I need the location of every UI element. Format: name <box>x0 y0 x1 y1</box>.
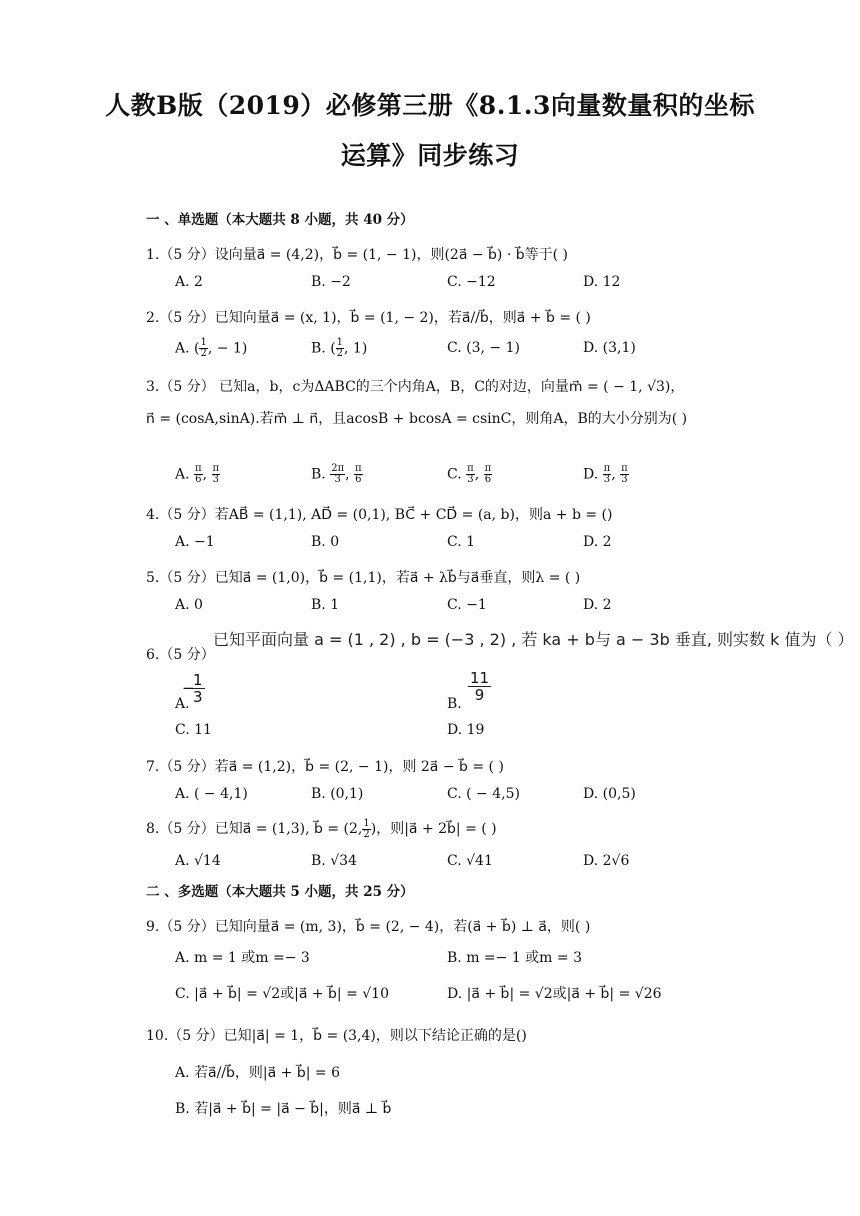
question-6-stem: 6.（5 分） <box>146 647 215 663</box>
question-9-option-c: C. |a⃗ + b⃗| = √2或|a⃗ + b⃗| = √10 <box>175 986 389 1002</box>
question-6-embedded-image-text: 已知平面向量 a = (1 , 2) , b = (−3 , 2) , 若 ka + b与 a − 3b 垂直, 则实数 k 值为（ ） <box>213 630 854 649</box>
question-8-option-d: D. 2√6 <box>583 853 630 869</box>
question-10-option-a: A. 若a⃗//b⃗，则|a⃗ + b⃗| = 6 <box>175 1065 340 1081</box>
question-7-option-b: B. (0,1) <box>311 786 364 802</box>
question-4-option-c: C. 1 <box>447 534 476 550</box>
question-4-option-d: D. 2 <box>583 534 612 550</box>
question-6-option-d: D. 19 <box>447 722 485 738</box>
question-3-stem-line-2: n⃗ = (cosA,sinA).若m⃗ ⊥ n⃗，且acosB + bcosA = csinC，则角A，B的大小分别为( ) <box>146 411 688 427</box>
question-8-stem: 8.（5 分）已知a⃗ = (1,3), b⃗ = (2, $\frac{1}{2}$ )，则|a⃗ + 2b⃗| = ( ) <box>146 817 497 840</box>
question-3-option-c: C. $\frac{\pi}{3}$ , $\frac{\pi}{6}$ <box>447 463 492 485</box>
question-6-option-b-value: $\frac{11}{9}$ <box>470 669 490 704</box>
question-6-option-b: B. <box>447 696 462 712</box>
question-7-stem: 7.（5 分）若a⃗ = (1,2)，b⃗ = (2, − 1)，则 2a⃗ − b⃗ = ( ) <box>146 759 504 775</box>
question-1-option-d: D. 12 <box>583 274 621 290</box>
question-7-option-a: A. ( − 4,1) <box>175 786 248 802</box>
question-4-option-b: B. 0 <box>311 534 340 550</box>
question-4-stem: 4.（5 分）若AB⃗ = (1,1), AD⃗ = (0,1), BC⃗ + CD⃗ = (a, b)，则a + b = () <box>146 507 613 523</box>
question-1-option-a: A. 2 <box>175 274 203 290</box>
question-1-option-c: C. −12 <box>447 274 496 290</box>
question-2-option-a-head: A. ( <box>175 340 200 357</box>
section-heading-multiple-choice: 二 、多选题（本大题共 5 小题，共 25 分） <box>146 884 414 900</box>
fraction-one-half: $\frac{1}{2}$ <box>200 337 207 359</box>
question-5-option-c: C. −1 <box>447 597 487 613</box>
question-8-option-a: A. √14 <box>175 853 221 869</box>
question-2-option-b-tail: , 1) <box>344 340 368 357</box>
section-heading-single-choice: 一 、单选题（本大题共 8 小题，共 40 分） <box>146 212 414 228</box>
question-8-option-b: B. √34 <box>311 853 357 869</box>
question-3-option-b: B. $\frac{2\pi}{3}$ , $\frac{\pi}{6}$ <box>311 463 362 485</box>
fraction-one-half: $\frac{1}{2}$ <box>336 337 344 359</box>
question-2-option-b <box>311 338 367 359</box>
question-9-option-d: D. |a⃗ + b⃗| = √2或|a⃗ + b⃗| = √26 <box>447 986 662 1002</box>
question-2-option-a <box>175 338 247 359</box>
question-9-option-a: A. m = 1 或m =− 3 <box>175 950 310 966</box>
question-6-option-c: C. 11 <box>175 722 212 738</box>
question-2-option-c: C. (3, − 1) <box>447 340 520 356</box>
question-5-option-d: D. 2 <box>583 597 612 613</box>
question-1-option-b: B. −2 <box>311 274 351 290</box>
question-10-option-b: B. 若|a⃗ + b⃗| = |a⃗ − b⃗|，则a⃗ ⊥ b⃗ <box>175 1101 392 1117</box>
question-7-option-c: C. ( − 4,5) <box>447 786 520 802</box>
document-title-line-1: 人教B版（2019）必修第三册《8.1.3向量数量积的坐标 <box>105 91 755 120</box>
question-3-stem-line-1: 3.（5 分） 已知a，b，c为ΔABC的三个内角A，B，C的对边，向量m⃗ = ( − 1, √3)， <box>146 379 685 395</box>
question-2-option-a-tail: , − 1) <box>207 340 248 357</box>
question-3-option-a: A. $\frac{\pi}{6}$ , $\frac{\pi}{3}$ <box>175 463 220 485</box>
question-2-option-b-head: B. ( <box>311 340 336 357</box>
document-title-line-2: 运算》同步练习 <box>340 141 520 170</box>
question-1-stem: 1.（5 分）设向量a⃗ = (4,2)，b⃗ = (1, − 1)，则(2a⃗ − b⃗) · b⃗等于( ) <box>146 247 568 263</box>
question-6-option-a-value: − 1 3 <box>182 671 203 706</box>
question-3-option-d: D. $\frac{\pi}{3}$ , $\frac{\pi}{3}$ <box>583 463 628 485</box>
question-5-option-b: B. 1 <box>311 597 340 613</box>
question-4-option-a: A. −1 <box>175 534 215 550</box>
question-8-option-c: C. √41 <box>447 853 493 869</box>
question-2-stem: 2.（5 分）已知向量a⃗ = (x, 1)，b⃗ = (1, − 2)，若a⃗//b⃗，则a⃗ + b⃗ = ( ) <box>146 310 591 326</box>
question-7-option-d: D. (0,5) <box>583 786 636 802</box>
question-2-option-d: D. (3,1) <box>583 340 636 356</box>
question-10-stem: 10.（5 分）已知|a⃗| = 1，b⃗ = (3,4)，则以下结论正确的是() <box>146 1028 527 1044</box>
question-9-stem: 9.（5 分）已知向量a⃗ = (m, 3)，b⃗ = (2, − 4)，若(a⃗ + b⃗) ⊥ a⃗，则( ) <box>146 919 591 935</box>
question-5-stem: 5.（5 分）已知a⃗ = (1,0)，b⃗ = (1,1)，若a⃗ + λb⃗与a⃗垂直，则λ = ( ) <box>146 570 581 586</box>
question-9-option-b: B. m =− 1 或m = 3 <box>447 950 582 966</box>
question-6-option-a: A. <box>175 696 190 712</box>
question-5-option-a: A. 0 <box>175 597 203 613</box>
